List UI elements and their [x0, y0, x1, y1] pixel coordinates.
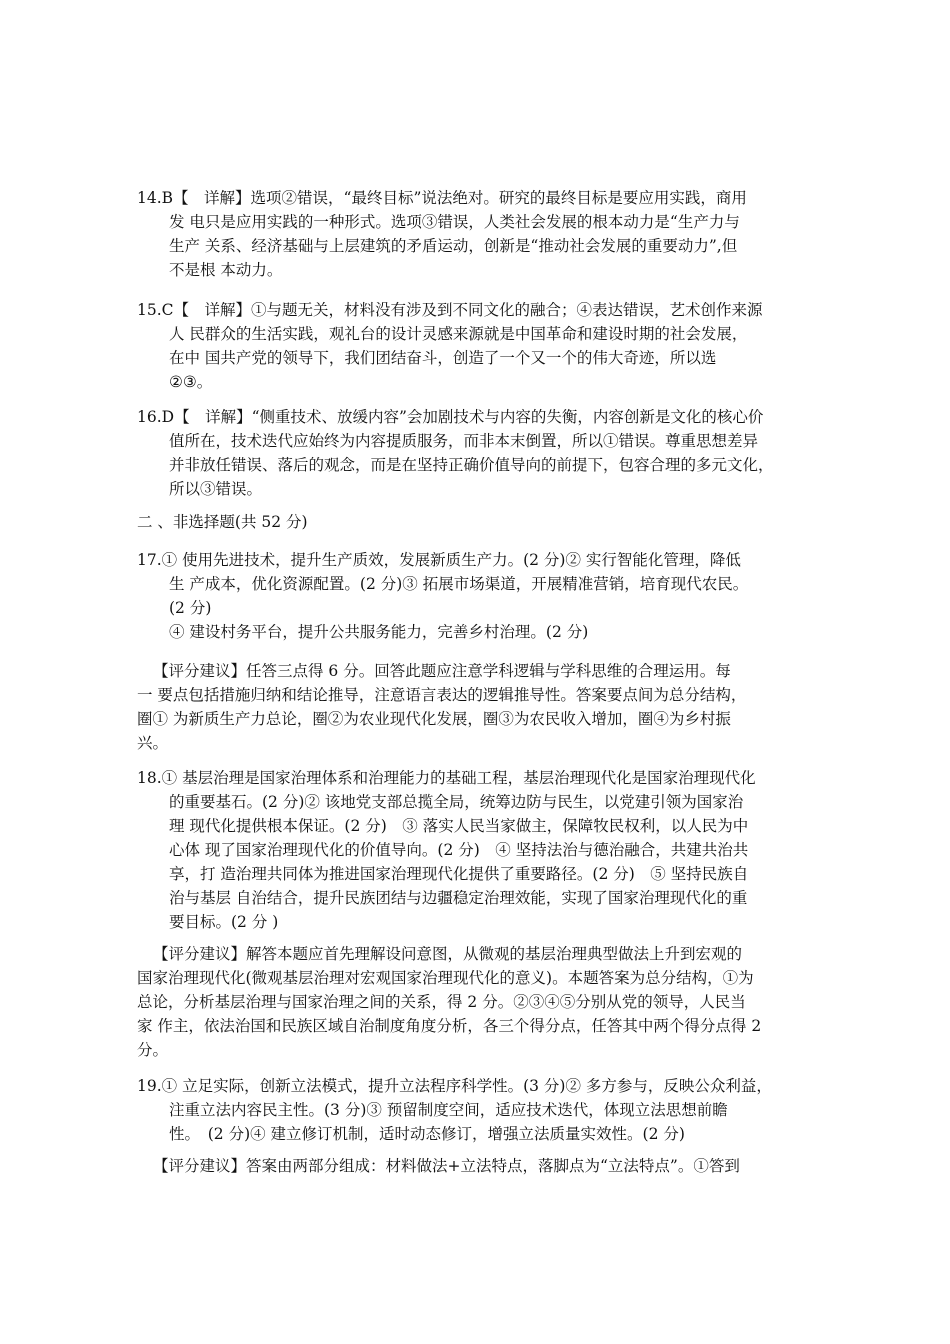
- section-title: [137, 510, 817, 534]
- answer-16-line: 所以③错误。: [169, 480, 263, 498]
- answer-18-line: 享，打 造治理共同体为推进国家治理现代化提供了重要路径。(2 分) ⑤ 坚持民族自: [169, 865, 749, 883]
- answer-17-line: ④ 建设村务平台，提升公共服务能力，完善乡村治理。(2 分): [169, 623, 589, 641]
- answer-17-advice: [137, 659, 817, 755]
- advice-line: 总论，分析基层治理与国家治理之间的关系，得 2 分。②③④⑤分别从党的领导，人民当: [137, 993, 746, 1011]
- section-2-title: 二 、非选择题(共 52 分): [137, 513, 308, 531]
- answer-14-line: 不是根 本动力。: [169, 261, 283, 279]
- answer-18-line: 理 现代化提供根本保证。(2 分) ③ 落实人民当家做主，保障牧民权利，以人民为中: [169, 817, 749, 835]
- answer-18: [137, 766, 817, 934]
- advice-line: 分。: [137, 1041, 169, 1059]
- answer-19-advice: [137, 1154, 817, 1178]
- advice-line: 家 作主，依法治国和民族区域自治制度角度分析，各三个得分点，任答其中两个得分点得 2: [137, 1017, 762, 1035]
- answer-18-line: 18.① 基层治理是国家治理体系和治理能力的基础工程，基层治理现代化是国家治理现代化: [137, 769, 756, 787]
- advice-line: 一 要点包括措施归纳和结论推导，注意语言表达的逻辑推导性。答案要点间为总分结构，: [137, 686, 747, 704]
- answer-19-line: 性。 (2 分)④ 建立修订机制，适时动态修订，增强立法质量实效性。(2 分): [169, 1125, 685, 1143]
- answer-15: [137, 298, 817, 394]
- advice-line: 【评分建议】答案由两部分组成：材料做法+立法特点，落脚点为“立法特点”。①答到: [153, 1157, 740, 1175]
- answer-18-line: 治与基层 自治结合，提升民族团结与边疆稳定治理效能，实现了国家治理现代化的重: [169, 889, 748, 907]
- answer-18-line: 心体 现了国家治理现代化的价值导向。(2 分) ④ 坚持法治与德治融合，共建共治共: [169, 841, 749, 859]
- answer-16-line: 值所在，技术迭代应始终为内容提质服务，而非本末倒置，所以①错误。尊重思想差异: [169, 432, 759, 450]
- answer-17: [137, 548, 817, 620]
- answer-17-line: 生 产成本，优化资源配置。(2 分)③ 拓展市场渠道，开展精准营销，培育现代农民。: [169, 575, 749, 593]
- answer-18-line: 的重要基石。(2 分)② 该地党支部总揽全局，统筹边防与民生，以党建引领为国家治: [169, 793, 744, 811]
- answer-14-line: 发 电只是应用实践的一种形式。选项③错误，人类社会发展的根本动力是“生产力与: [169, 213, 740, 231]
- answer-16: [137, 405, 817, 501]
- answer-15-line: 人 民群众的生活实践，观礼台的设计灵感来源就是中国革命和建设时期的社会发展，: [169, 325, 748, 343]
- answer-15-line: ②③。: [169, 373, 213, 391]
- advice-line: 【评分建议】任答三点得 6 分。回答此题应注意学科逻辑与学科思维的合理运用。每: [153, 662, 731, 680]
- answer-15-line: 15.C【 详解】①与题无关，材料没有涉及到不同文化的融合；④表达错误，艺术创作来源: [137, 301, 763, 319]
- answer-18-line: 要目标。(2 分 ): [169, 913, 279, 931]
- answer-19: [137, 1074, 817, 1146]
- answer-14: [137, 186, 817, 282]
- answer-17-line: 17.① 使用先进技术，提升生产质效，发展新质生产力。(2 分)② 实行智能化管理，降低: [137, 551, 741, 569]
- advice-line: 兴。: [137, 734, 169, 752]
- advice-line: 国家治理现代化(微观基层治理对宏观国家治理现代化的意义)。本题答案为总分结构，①为: [137, 969, 754, 987]
- answer-14-line: 14.B【 详解】选项②错误，“最终目标”说法绝对。研究的最终目标是要应用实践，商用: [137, 189, 747, 207]
- answer-18-advice: [137, 942, 817, 1062]
- answer-17-line: (2 分): [169, 599, 212, 617]
- answer-16-line: 16.D【 详解】“侧重技术、放缓内容”会加剧技术与内容的失衡，内容创新是文化的核心价: [137, 408, 764, 426]
- answer-14-line: 生产 关系、经济基础与上层建筑的矛盾运动，创新是“推动社会发展的重要动力”,但: [169, 237, 738, 255]
- answer-16-line: 并非放任错误、落后的观念，而是在坚持正确价值导向的前提下，包容合理的多元文化，: [169, 456, 774, 474]
- answer-15-line: 在中 国共产党的领导下，我们团结奋斗，创造了一个又一个的伟大奇迹，所以选: [169, 349, 717, 367]
- advice-line: 【评分建议】解答本题应首先理解设问意图，从微观的基层治理典型做法上升到宏观的: [153, 945, 743, 963]
- advice-line: 圈① 为新质生产力总论，圈②为农业现代化发展，圈③为农民收入增加，圈④为乡村振: [137, 710, 731, 728]
- answer-19-line: 注重立法内容民主性。(3 分)③ 预留制度空间，适应技术迭代，体现立法思想前瞻: [169, 1101, 728, 1119]
- answer-19-line: 19.① 立足实际，创新立法模式，提升立法程序科学性。(3 分)② 多方参与，反映公众利益，: [137, 1077, 772, 1095]
- answer-17-point-4: [137, 620, 817, 644]
